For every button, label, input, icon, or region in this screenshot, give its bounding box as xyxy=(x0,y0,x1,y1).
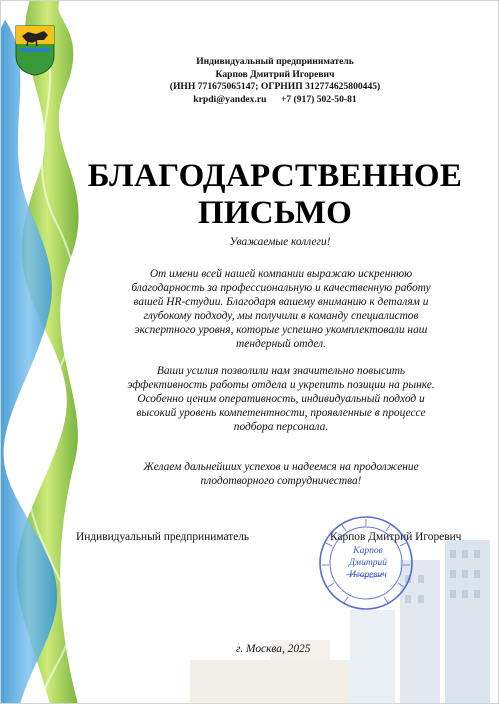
city-emblem-icon xyxy=(14,22,56,76)
issuer-type: Индивидуальный предприниматель xyxy=(196,56,354,67)
signatory-name: Карпов Дмитрий Игоревич xyxy=(330,531,462,543)
greeting: Уважаемые коллеги! xyxy=(229,236,331,248)
place-and-date: г. Москва, 2025 xyxy=(236,643,311,655)
body-paragraph-1: От имени всей нашей компании выражаю искреннюю благодарность за профессиональную и качественную работу вашей HR-студии. Благодаря вашему вниманию к деталям и глубокому подходу, мы получили в команду специалистов экспертного уровня, которые успешно укомплектовали наш тендерный отдел. xyxy=(131,268,431,350)
body-paragraph-2: Ваши усилия позволили нам значительно повысить эффективность работы отдела и укрепить позиции на рынке. Особенно ценим оперативность, индивидуальный подход и высокий уровень компетентности, проявленные в процессе подбора персонала. xyxy=(127,365,435,433)
issuer-contacts xyxy=(140,94,410,107)
issuer-header xyxy=(140,56,410,106)
issuer-email: krpdi@yandex.ru xyxy=(193,93,267,105)
issuer-registration: (ИНН 771675065147; ОГРНИП 312774625800445) xyxy=(169,81,381,93)
issuer-name: Карпов Дмитрий Игоревич xyxy=(215,68,335,80)
stamp-signature-text: Карпов Дмитрий Игоревич xyxy=(349,546,387,580)
title-line-2: ПИСЬМО xyxy=(197,195,353,231)
signatory-role: Индивидуальный предприниматель xyxy=(76,531,250,543)
document-title xyxy=(70,158,480,232)
issuer-phone: +7 (917) 502-50-81 xyxy=(280,93,357,105)
title-line-1: БЛАГОДАРСТВЕННОЕ xyxy=(87,158,463,194)
body-paragraph-3: Желаем дальнейших успехов и надеемся на продолжение плодотворного сотрудничества! xyxy=(143,461,419,487)
